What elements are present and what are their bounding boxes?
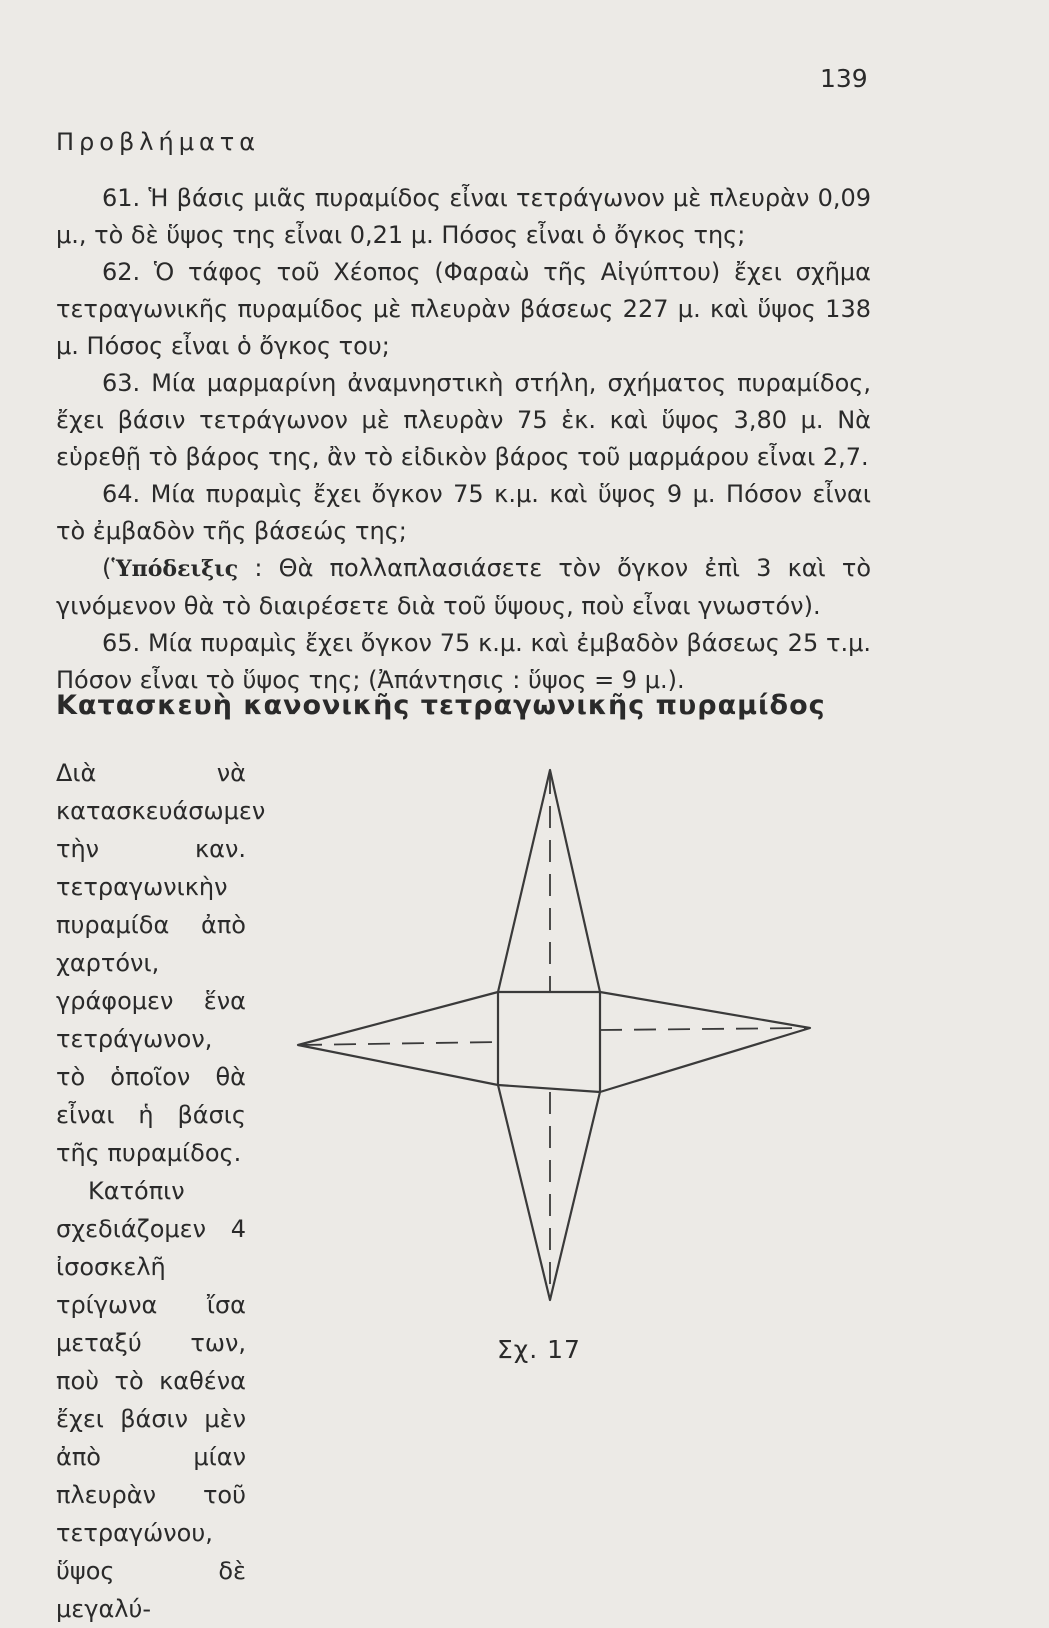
problem-63: 63. Μία μαρμαρίνη ἀναμνηστικὴ στήλη, σχήματος πυραμίδος, ἔχει βάσιν τετράγωνον μὲ πλευρὰν 75 ἑκ. καὶ ὕψος 3,80 μ. Νὰ εὑρεθῇ τὸ βάρος της, ἂν τὸ εἰδικὸν βάρος τοῦ μαρμάρου εἶναι 2,7. [56, 369, 871, 471]
net-height-line-right [600, 1028, 808, 1030]
problem-65: 65. Μία πυραμὶς ἔχει ὄγκον 75 κ.μ. καὶ ἐμβαδὸν βάσεως 25 τ.μ. Πόσον εἶναι τὸ ὕψος της; (Ἀπάντησις : ὕψος = 9 μ.). [56, 629, 871, 694]
page-number: 139 [820, 64, 868, 93]
hint-text: : Θὰ πολλαπλασιάσετε τὸν ὄγκον ἐπὶ 3 καὶ τὸ γινόμενον θὰ τὸ διαιρέσετε διὰ τοῦ ὕψους, ποὺ εἶναι γνωστόν). [56, 554, 872, 620]
pyramid-net-figure [280, 760, 820, 1320]
net-top-triangle [498, 770, 600, 992]
problem-61: 61. Ἡ βάσις μιᾶς πυραμίδος εἶναι τετράγωνον μὲ πλευρὰν 0,09 μ., τὸ δὲ ὕψος της εἶναι 0,21 μ. Πόσος εἶναι ὁ ὄγκος της; [56, 184, 871, 249]
construction-text [56, 754, 266, 1628]
construction-text-p2: Κατόπιν σχεδιάζομεν 4 ἰσοσκελῆ τρίγωνα ἴσα μεταξύ των, ποὺ τὸ καθένα ἔχει βάσιν μὲν ἀπὸ μίαν πλευρὰν τοῦ τετραγώνου, ὕψος δὲ μεγαλύ- [56, 1177, 246, 1623]
net-right-triangle [600, 992, 810, 1092]
problem-62: 62. Ὁ τάφος τοῦ Χέοπος (Φαραὼ τῆς Αἰγύπτου) ἔχει σχῆμα τετραγωνικῆς πυραμίδος μὲ πλευρὰν βάσεως 227 μ. καὶ ὕψος 138 μ. Πόσος εἶναι ὁ ὄγκος του; [56, 258, 871, 360]
hint-label: Ὑπόδειξις [111, 556, 239, 582]
problem-64: 64. Μία πυραμὶς ἔχει ὄγκον 75 κ.μ. καὶ ὕψος 9 μ. Πόσον εἶναι τὸ ἐμβαδὸν τῆς βάσεώς της; [56, 480, 871, 545]
net-height-line-left [300, 1042, 498, 1045]
net-left-triangle [298, 992, 498, 1085]
problems-list [56, 180, 871, 699]
section-title: Προβλήματα [56, 128, 261, 156]
net-square-base [498, 992, 600, 1092]
problem-64-hint: (Ὑπόδειξις : Θὰ πολλαπλασιάσετε τὸν ὄγκον ἐπὶ 3 καὶ τὸ γινόμενον θὰ τὸ διαιρέσετε διὰ τοῦ ὕψους, ποὺ εἶναι γνωστόν). [56, 554, 872, 620]
net-bottom-triangle [498, 1085, 600, 1300]
construction-text-p1: Διὰ νὰ κατασκευάσωμεν τὴν καν. τετραγωνικὴν πυραμίδα ἀπὸ χαρτόνι, γράφομεν ἕνα τετράγωνον, τὸ ὁποῖον θὰ εἶναι ἡ βάσις τῆς πυραμίδος. [56, 759, 266, 1167]
figure-caption: Σχ. 17 [497, 1335, 581, 1364]
construction-heading: Κατασκευὴ κανονικῆς τετραγωνικῆς πυραμίδος [56, 690, 826, 721]
